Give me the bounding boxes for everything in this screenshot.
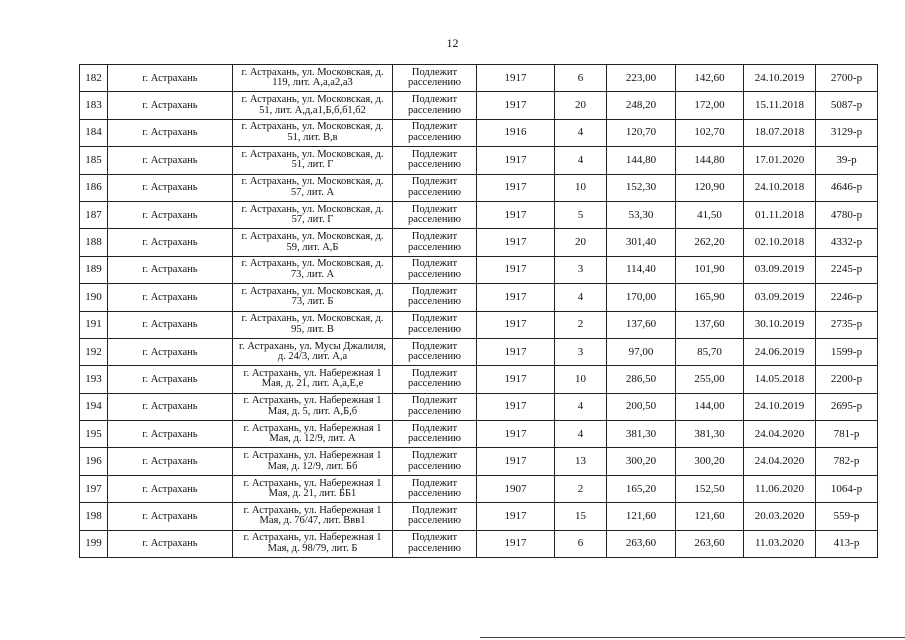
order-number-cell: 2700-р: [816, 65, 878, 92]
flats-count-cell: 15: [555, 503, 607, 530]
table-row: [80, 119, 878, 146]
total-area-cell: 381,30: [607, 421, 676, 448]
table-row: [80, 201, 878, 228]
city-cell: г. Астрахань: [108, 119, 233, 146]
year-built-cell: 1917: [477, 229, 555, 256]
total-area-cell: 121,60: [607, 503, 676, 530]
city-cell: г. Астрахань: [108, 229, 233, 256]
living-area-cell: 120,90: [676, 174, 744, 201]
status-cell: Подлежит расселению: [393, 174, 477, 201]
address-cell: г. Астрахань, ул. Московская, д. 73, лит. А: [233, 256, 393, 283]
row-number-cell: 182: [80, 65, 108, 92]
row-number-cell: 189: [80, 256, 108, 283]
row-number-cell: 197: [80, 475, 108, 502]
housing-registry-table: [79, 64, 878, 558]
total-area-cell: 165,20: [607, 475, 676, 502]
total-area-cell: 286,50: [607, 366, 676, 393]
order-number-cell: 413-р: [816, 530, 878, 557]
flats-count-cell: 6: [555, 65, 607, 92]
address-cell: г. Астрахань, ул. Набережная 1 Мая, д. 12/9, лит. Бб: [233, 448, 393, 475]
table-row: [80, 338, 878, 365]
city-cell: г. Астрахань: [108, 256, 233, 283]
status-cell: Подлежит расселению: [393, 284, 477, 311]
table-body: [80, 65, 878, 558]
address-cell: г. Астрахань, ул. Набережная 1 Мая, д. 21, лит. ББ1: [233, 475, 393, 502]
flats-count-cell: 6: [555, 530, 607, 557]
order-date-cell: 02.10.2018: [744, 229, 816, 256]
living-area-cell: 300,20: [676, 448, 744, 475]
address-cell: г. Астрахань, ул. Мусы Джалиля, д. 24/3, лит. А,а: [233, 338, 393, 365]
order-date-cell: 24.04.2020: [744, 448, 816, 475]
row-number-cell: 190: [80, 284, 108, 311]
order-number-cell: 559-р: [816, 503, 878, 530]
row-number-cell: 198: [80, 503, 108, 530]
table-row: [80, 475, 878, 502]
address-cell: г. Астрахань, ул. Московская, д. 95, лит. В: [233, 311, 393, 338]
living-area-cell: 381,30: [676, 421, 744, 448]
living-area-cell: 142,60: [676, 65, 744, 92]
address-cell: г. Астрахань, ул. Московская, д. 73, лит. Б: [233, 284, 393, 311]
row-number-cell: 185: [80, 147, 108, 174]
table-row: [80, 256, 878, 283]
total-area-cell: 97,00: [607, 338, 676, 365]
status-cell: Подлежит расселению: [393, 119, 477, 146]
status-cell: Подлежит расселению: [393, 229, 477, 256]
living-area-cell: 144,80: [676, 147, 744, 174]
table-row: [80, 530, 878, 557]
table-row: [80, 366, 878, 393]
city-cell: г. Астрахань: [108, 311, 233, 338]
total-area-cell: 120,70: [607, 119, 676, 146]
year-built-cell: 1917: [477, 201, 555, 228]
order-date-cell: 01.11.2018: [744, 201, 816, 228]
order-date-cell: 18.07.2018: [744, 119, 816, 146]
status-cell: Подлежит расселению: [393, 256, 477, 283]
order-number-cell: 4332-р: [816, 229, 878, 256]
living-area-cell: 152,50: [676, 475, 744, 502]
total-area-cell: 263,60: [607, 530, 676, 557]
order-number-cell: 39-р: [816, 147, 878, 174]
status-cell: Подлежит расселению: [393, 503, 477, 530]
row-number-cell: 195: [80, 421, 108, 448]
flats-count-cell: 10: [555, 174, 607, 201]
order-number-cell: 5087-р: [816, 92, 878, 119]
flats-count-cell: 20: [555, 92, 607, 119]
year-built-cell: 1917: [477, 92, 555, 119]
address-cell: г. Астрахань, ул. Набережная 1 Мая, д. 21, лит. А,а,Е,е: [233, 366, 393, 393]
order-date-cell: 15.11.2018: [744, 92, 816, 119]
year-built-cell: 1917: [477, 393, 555, 420]
total-area-cell: 152,30: [607, 174, 676, 201]
status-cell: Подлежит расселению: [393, 421, 477, 448]
order-number-cell: 2246-р: [816, 284, 878, 311]
order-date-cell: 24.04.2020: [744, 421, 816, 448]
flats-count-cell: 10: [555, 366, 607, 393]
total-area-cell: 300,20: [607, 448, 676, 475]
status-cell: Подлежит расселению: [393, 92, 477, 119]
row-number-cell: 184: [80, 119, 108, 146]
status-cell: Подлежит расселению: [393, 65, 477, 92]
order-date-cell: 30.10.2019: [744, 311, 816, 338]
table-row: [80, 284, 878, 311]
city-cell: г. Астрахань: [108, 147, 233, 174]
order-date-cell: 24.06.2019: [744, 338, 816, 365]
city-cell: г. Астрахань: [108, 65, 233, 92]
order-date-cell: 24.10.2019: [744, 65, 816, 92]
status-cell: Подлежит расселению: [393, 530, 477, 557]
table-row: [80, 92, 878, 119]
order-date-cell: 14.05.2018: [744, 366, 816, 393]
year-built-cell: 1916: [477, 119, 555, 146]
row-number-cell: 187: [80, 201, 108, 228]
living-area-cell: 41,50: [676, 201, 744, 228]
living-area-cell: 137,60: [676, 311, 744, 338]
living-area-cell: 172,00: [676, 92, 744, 119]
year-built-cell: 1917: [477, 174, 555, 201]
status-cell: Подлежит расселению: [393, 338, 477, 365]
status-cell: Подлежит расселению: [393, 201, 477, 228]
address-cell: г. Астрахань, ул. Набережная 1 Мая, д. 5, лит. А,Б,б: [233, 393, 393, 420]
living-area-cell: 144,00: [676, 393, 744, 420]
row-number-cell: 193: [80, 366, 108, 393]
address-cell: г. Астрахань, ул. Набережная 1 Мая, д. 98/79, лит. Б: [233, 530, 393, 557]
total-area-cell: 114,40: [607, 256, 676, 283]
living-area-cell: 262,20: [676, 229, 744, 256]
status-cell: Подлежит расселению: [393, 147, 477, 174]
year-built-cell: 1917: [477, 147, 555, 174]
order-number-cell: 2245-р: [816, 256, 878, 283]
row-number-cell: 191: [80, 311, 108, 338]
table-row: [80, 503, 878, 530]
total-area-cell: 170,00: [607, 284, 676, 311]
order-number-cell: 4780-р: [816, 201, 878, 228]
city-cell: г. Астрахань: [108, 421, 233, 448]
flats-count-cell: 13: [555, 448, 607, 475]
total-area-cell: 53,30: [607, 201, 676, 228]
year-built-cell: 1917: [477, 65, 555, 92]
order-number-cell: 1599-р: [816, 338, 878, 365]
city-cell: г. Астрахань: [108, 338, 233, 365]
flats-count-cell: 4: [555, 284, 607, 311]
status-cell: Подлежит расселению: [393, 311, 477, 338]
table-row: [80, 229, 878, 256]
living-area-cell: 121,60: [676, 503, 744, 530]
living-area-cell: 165,90: [676, 284, 744, 311]
year-built-cell: 1917: [477, 421, 555, 448]
city-cell: г. Астрахань: [108, 201, 233, 228]
city-cell: г. Астрахань: [108, 284, 233, 311]
order-date-cell: 11.03.2020: [744, 530, 816, 557]
order-number-cell: 2200-р: [816, 366, 878, 393]
flats-count-cell: 2: [555, 475, 607, 502]
flats-count-cell: 4: [555, 393, 607, 420]
order-date-cell: 03.09.2019: [744, 256, 816, 283]
order-date-cell: 20.03.2020: [744, 503, 816, 530]
row-number-cell: 196: [80, 448, 108, 475]
year-built-cell: 1917: [477, 530, 555, 557]
year-built-cell: 1917: [477, 503, 555, 530]
order-number-cell: 1064-р: [816, 475, 878, 502]
city-cell: г. Астрахань: [108, 503, 233, 530]
page-footer-divider: [480, 637, 905, 638]
order-number-cell: 3129-р: [816, 119, 878, 146]
total-area-cell: 223,00: [607, 65, 676, 92]
address-cell: г. Астрахань, ул. Московская, д. 119, лит. А,а,а2,а3: [233, 65, 393, 92]
address-cell: г. Астрахань, ул. Московская, д. 57, лит. Г: [233, 201, 393, 228]
year-built-cell: 1917: [477, 448, 555, 475]
city-cell: г. Астрахань: [108, 448, 233, 475]
address-cell: г. Астрахань, ул. Московская, д. 51, лит. А,д,а1,Б,б,б1,б2: [233, 92, 393, 119]
city-cell: г. Астрахань: [108, 366, 233, 393]
order-number-cell: 781-р: [816, 421, 878, 448]
row-number-cell: 194: [80, 393, 108, 420]
living-area-cell: 255,00: [676, 366, 744, 393]
order-number-cell: 2695-р: [816, 393, 878, 420]
flats-count-cell: 3: [555, 256, 607, 283]
flats-count-cell: 3: [555, 338, 607, 365]
row-number-cell: 199: [80, 530, 108, 557]
year-built-cell: 1917: [477, 366, 555, 393]
order-date-cell: 03.09.2019: [744, 284, 816, 311]
order-number-cell: 4646-р: [816, 174, 878, 201]
row-number-cell: 192: [80, 338, 108, 365]
total-area-cell: 248,20: [607, 92, 676, 119]
living-area-cell: 85,70: [676, 338, 744, 365]
status-cell: Подлежит расселению: [393, 393, 477, 420]
total-area-cell: 301,40: [607, 229, 676, 256]
city-cell: г. Астрахань: [108, 92, 233, 119]
status-cell: Подлежит расселению: [393, 475, 477, 502]
order-number-cell: 782-р: [816, 448, 878, 475]
address-cell: г. Астрахань, ул. Московская, д. 51, лит. В,в: [233, 119, 393, 146]
address-cell: г. Астрахань, ул. Московская, д. 59, лит. А,Б: [233, 229, 393, 256]
page-number: 12: [446, 36, 459, 50]
table-row: [80, 421, 878, 448]
city-cell: г. Астрахань: [108, 393, 233, 420]
order-number-cell: 2735-р: [816, 311, 878, 338]
total-area-cell: 137,60: [607, 311, 676, 338]
year-built-cell: 1917: [477, 256, 555, 283]
city-cell: г. Астрахань: [108, 174, 233, 201]
year-built-cell: 1917: [477, 338, 555, 365]
table-row: [80, 147, 878, 174]
row-number-cell: 183: [80, 92, 108, 119]
table-row: [80, 393, 878, 420]
year-built-cell: 1907: [477, 475, 555, 502]
order-date-cell: 24.10.2019: [744, 393, 816, 420]
address-cell: г. Астрахань, ул. Набережная 1 Мая, д. 76/47, лит. Ввв1: [233, 503, 393, 530]
table-row: [80, 311, 878, 338]
living-area-cell: 263,60: [676, 530, 744, 557]
flats-count-cell: 4: [555, 119, 607, 146]
table-row: [80, 65, 878, 92]
address-cell: г. Астрахань, ул. Московская, д. 51, лит. Г: [233, 147, 393, 174]
order-date-cell: 24.10.2018: [744, 174, 816, 201]
total-area-cell: 200,50: [607, 393, 676, 420]
status-cell: Подлежит расселению: [393, 448, 477, 475]
total-area-cell: 144,80: [607, 147, 676, 174]
flats-count-cell: 5: [555, 201, 607, 228]
status-cell: Подлежит расселению: [393, 366, 477, 393]
living-area-cell: 101,90: [676, 256, 744, 283]
table-row: [80, 174, 878, 201]
row-number-cell: 188: [80, 229, 108, 256]
order-date-cell: 17.01.2020: [744, 147, 816, 174]
table-row: [80, 448, 878, 475]
city-cell: г. Астрахань: [108, 475, 233, 502]
flats-count-cell: 20: [555, 229, 607, 256]
year-built-cell: 1917: [477, 284, 555, 311]
flats-count-cell: 4: [555, 147, 607, 174]
year-built-cell: 1917: [477, 311, 555, 338]
city-cell: г. Астрахань: [108, 530, 233, 557]
living-area-cell: 102,70: [676, 119, 744, 146]
flats-count-cell: 4: [555, 421, 607, 448]
address-cell: г. Астрахань, ул. Набережная 1 Мая, д. 12/9, лит. А: [233, 421, 393, 448]
row-number-cell: 186: [80, 174, 108, 201]
address-cell: г. Астрахань, ул. Московская, д. 57, лит. А: [233, 174, 393, 201]
order-date-cell: 11.06.2020: [744, 475, 816, 502]
flats-count-cell: 2: [555, 311, 607, 338]
